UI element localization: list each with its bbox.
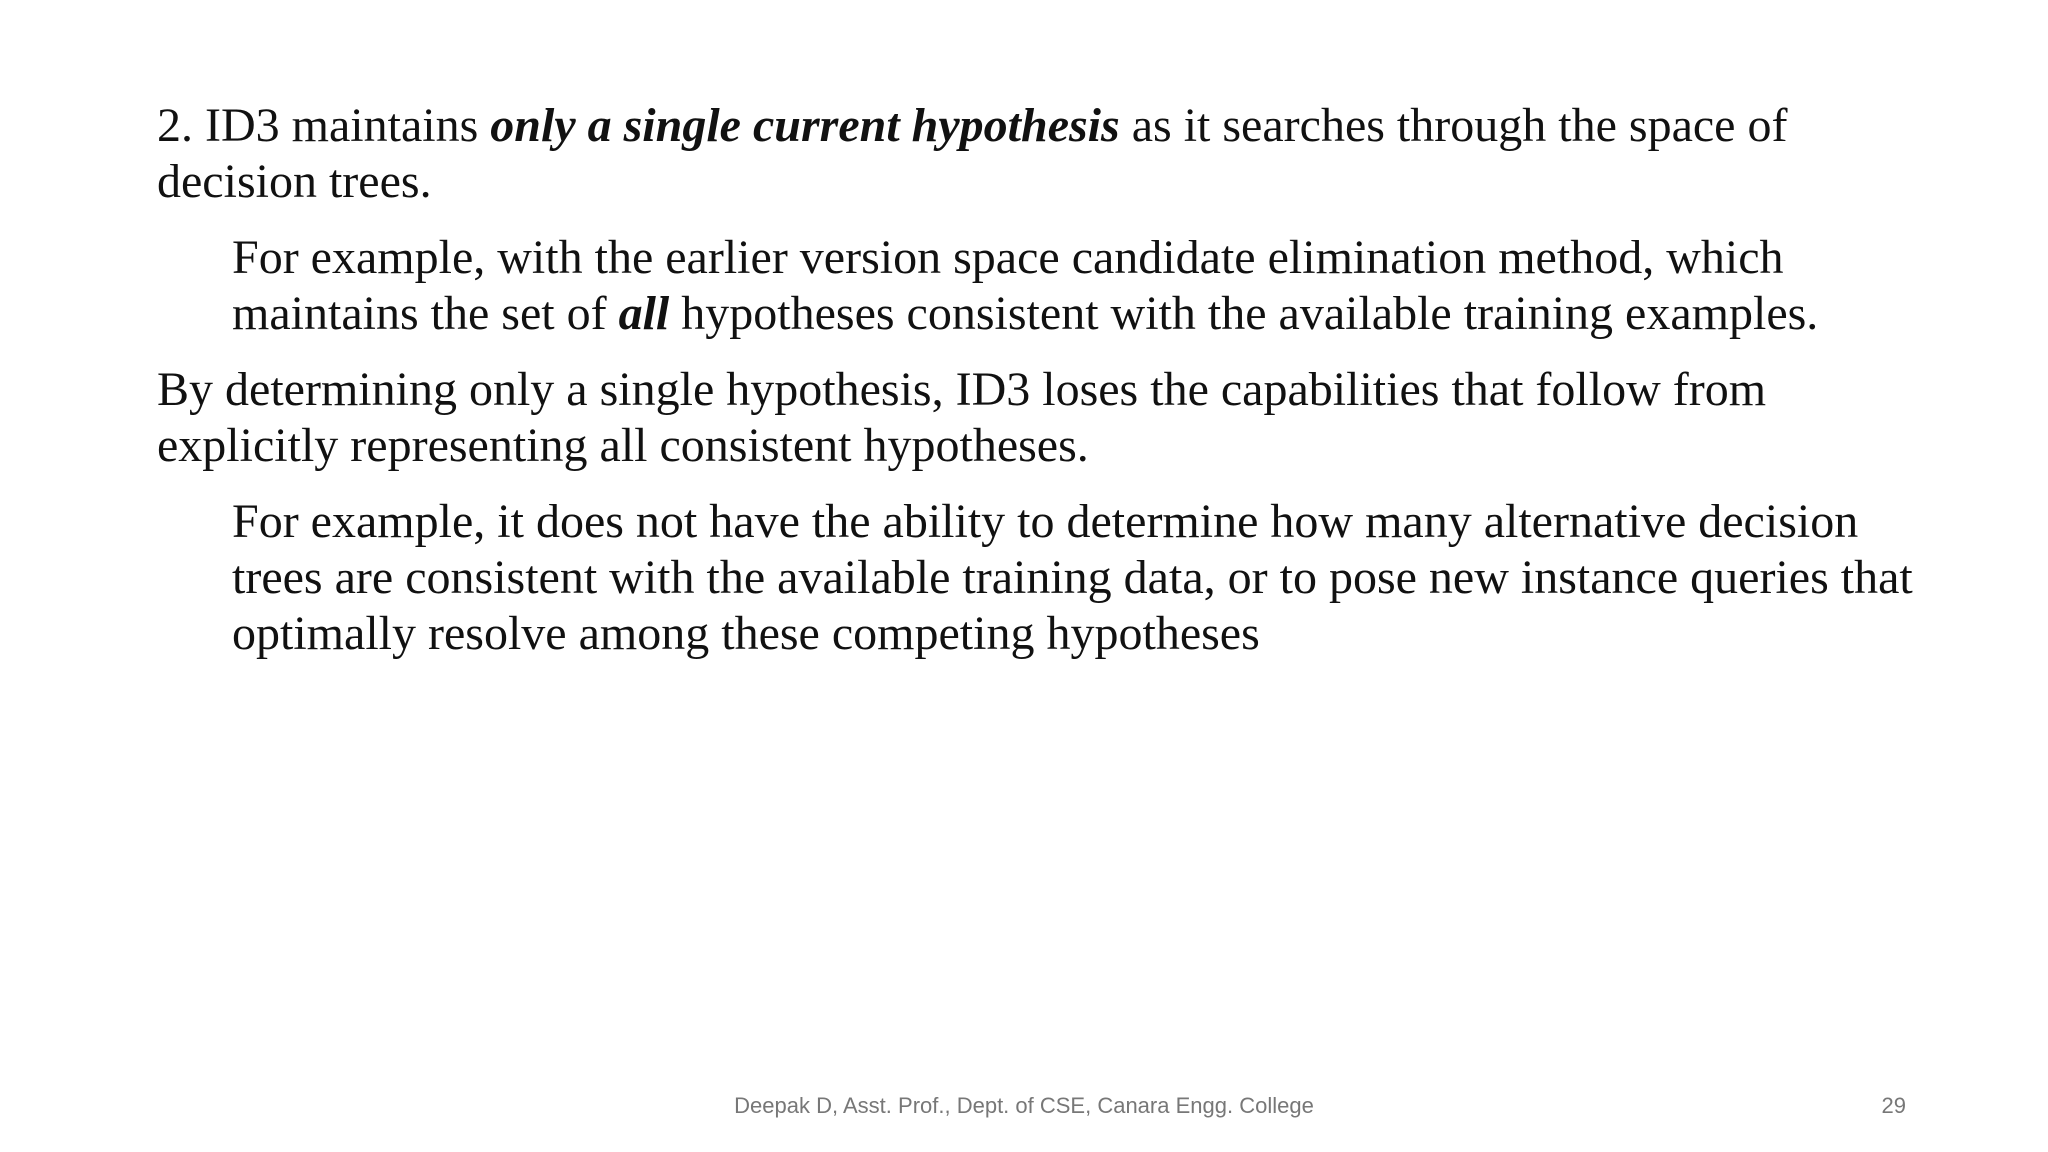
emphasized-text: all — [618, 287, 670, 340]
paragraph-candidate-elimination-example — [232, 230, 1917, 342]
page-number: 29 — [1881, 1093, 1906, 1118]
emphasized-text: only a single current hypothesis — [490, 99, 1120, 152]
paragraph-text: hypotheses consistent with the available training examples. — [669, 287, 1819, 340]
paragraph-text: as it searches through the space of decision trees. — [157, 99, 1788, 208]
paragraph-text: 2. ID3 maintains — [157, 99, 491, 152]
paragraph-text: By determining only a single hypothesis, ID3 loses the capabilities that follow from explicitly representing all consistent hypotheses. — [157, 363, 1767, 472]
paragraph-loses-capabilities — [157, 362, 1917, 474]
paragraph-alternative-trees-example — [232, 494, 1917, 662]
slide-body — [157, 98, 1917, 662]
paragraph-text: For example, with the earlier version space candidate elimination method, which maintains the set of — [232, 231, 1784, 340]
paragraph-id3-single-hypothesis — [157, 98, 1917, 210]
paragraph-text: For example, it does not have the ability to determine how many alternative decision trees are consistent with the available training data, or to pose new instance queries that optimally resolve among these competing hypotheses — [232, 495, 1913, 660]
footer-credit: Deepak D, Asst. Prof., Dept. of CSE, Canara Engg. College — [734, 1093, 1314, 1118]
